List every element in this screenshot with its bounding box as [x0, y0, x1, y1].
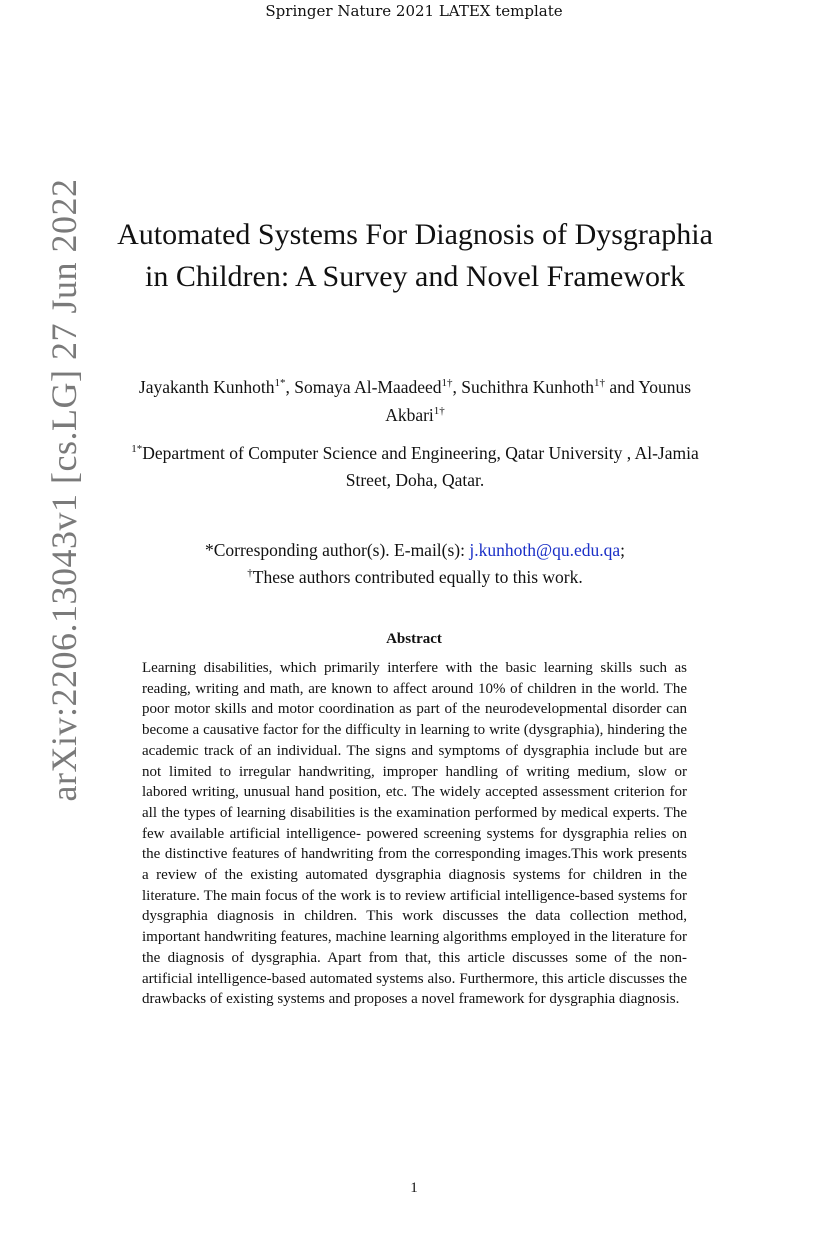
- arxiv-identifier-stamp: arXiv:2206.13043v1 [cs.LG] 27 Jun 2022: [44, 178, 84, 802]
- author-name: Younus Akbari: [385, 377, 692, 425]
- equal-contribution-mark: †: [247, 567, 253, 579]
- author-list: Jayakanth Kunhoth$^{1*}$, Somaya Al-Maadeed$^{1\dagger}$, Suchithra Kunhoth$^{1\dagger}$ and Younus Akbari$^{1\dagger}$: [138, 377, 692, 425]
- corresponding-author-note: *Corresponding author(s). E-mail(s): j.kunhoth@qu.edu.qa; †These authors contributed equally to this work.: [204, 540, 625, 587]
- author-mark: 1†: [433, 405, 445, 417]
- author-mark: 1*: [274, 377, 286, 389]
- affiliation: [110, 440, 720, 494]
- affiliation-mark: 1*: [131, 443, 143, 455]
- page-number: 1: [410, 1180, 418, 1196]
- author-mark: 1†: [441, 377, 453, 389]
- author-name: Somaya Al-Maadeed: [294, 377, 442, 397]
- author-name: Suchithra Kunhoth: [461, 377, 594, 397]
- author-name: Jayakanth Kunhoth: [138, 377, 275, 397]
- email-link[interactable]: j.kunhoth@qu.edu.qa: [469, 540, 621, 560]
- abstract-heading: Abstract: [386, 631, 442, 647]
- author-mark: 1†: [593, 377, 605, 389]
- abstract-body: Learning disabilities, which primarily interfere with the basic learning skills such as reading, writing and math, are known to affect around 10% of children in the world. The poor motor skills and motor coordination as part of the neurodevelopmental disorder can become a causative factor for the difficulty in learning to write (dysgraphia), hindering the academic track of an individual. The signs and symptoms of dysgraphia include but are not limited to irregular handwriting, improper handling of writing medium, slow or labored writing, unusual hand position, etc. The widely accepted assessment criterion for all the types of learning disabilities is the examination performed by medical experts. The few available artificial intelligence- powered screening systems for dysgraphia relies on the distinctive features of handwriting from the corresponding images.This work presents a review of the existing automated dysgraphia diagnosis systems for children in the literature. The main focus of the work is to review artificial intelligence-based systems for dysgraphia diagnosis in children. This work discusses the data collection method, important handwriting features, machine learning algorithms employed in the literature for the diagnosis of dysgraphia. Apart from that, this article discusses some of the non-artificial intelligence-based automated systems also. Furthermore, this article discusses the drawbacks of existing systems and proposes a novel framework for dysgraphia diagnosis.: [142, 660, 687, 1008]
- running-head: Springer Nature 2021 LATEX template: [265, 2, 563, 20]
- paper-title: Automated Systems For Diagnosis of Dysgraphia in Children: A Survey and Novel Framework: [117, 218, 713, 293]
- affiliation-text: Department of Computer Science and Engineering, Qatar University , Al-Jamia Street, Doha, Qatar.: [142, 443, 699, 490]
- equal-contribution-text: These authors contributed equally to this work.: [252, 567, 583, 587]
